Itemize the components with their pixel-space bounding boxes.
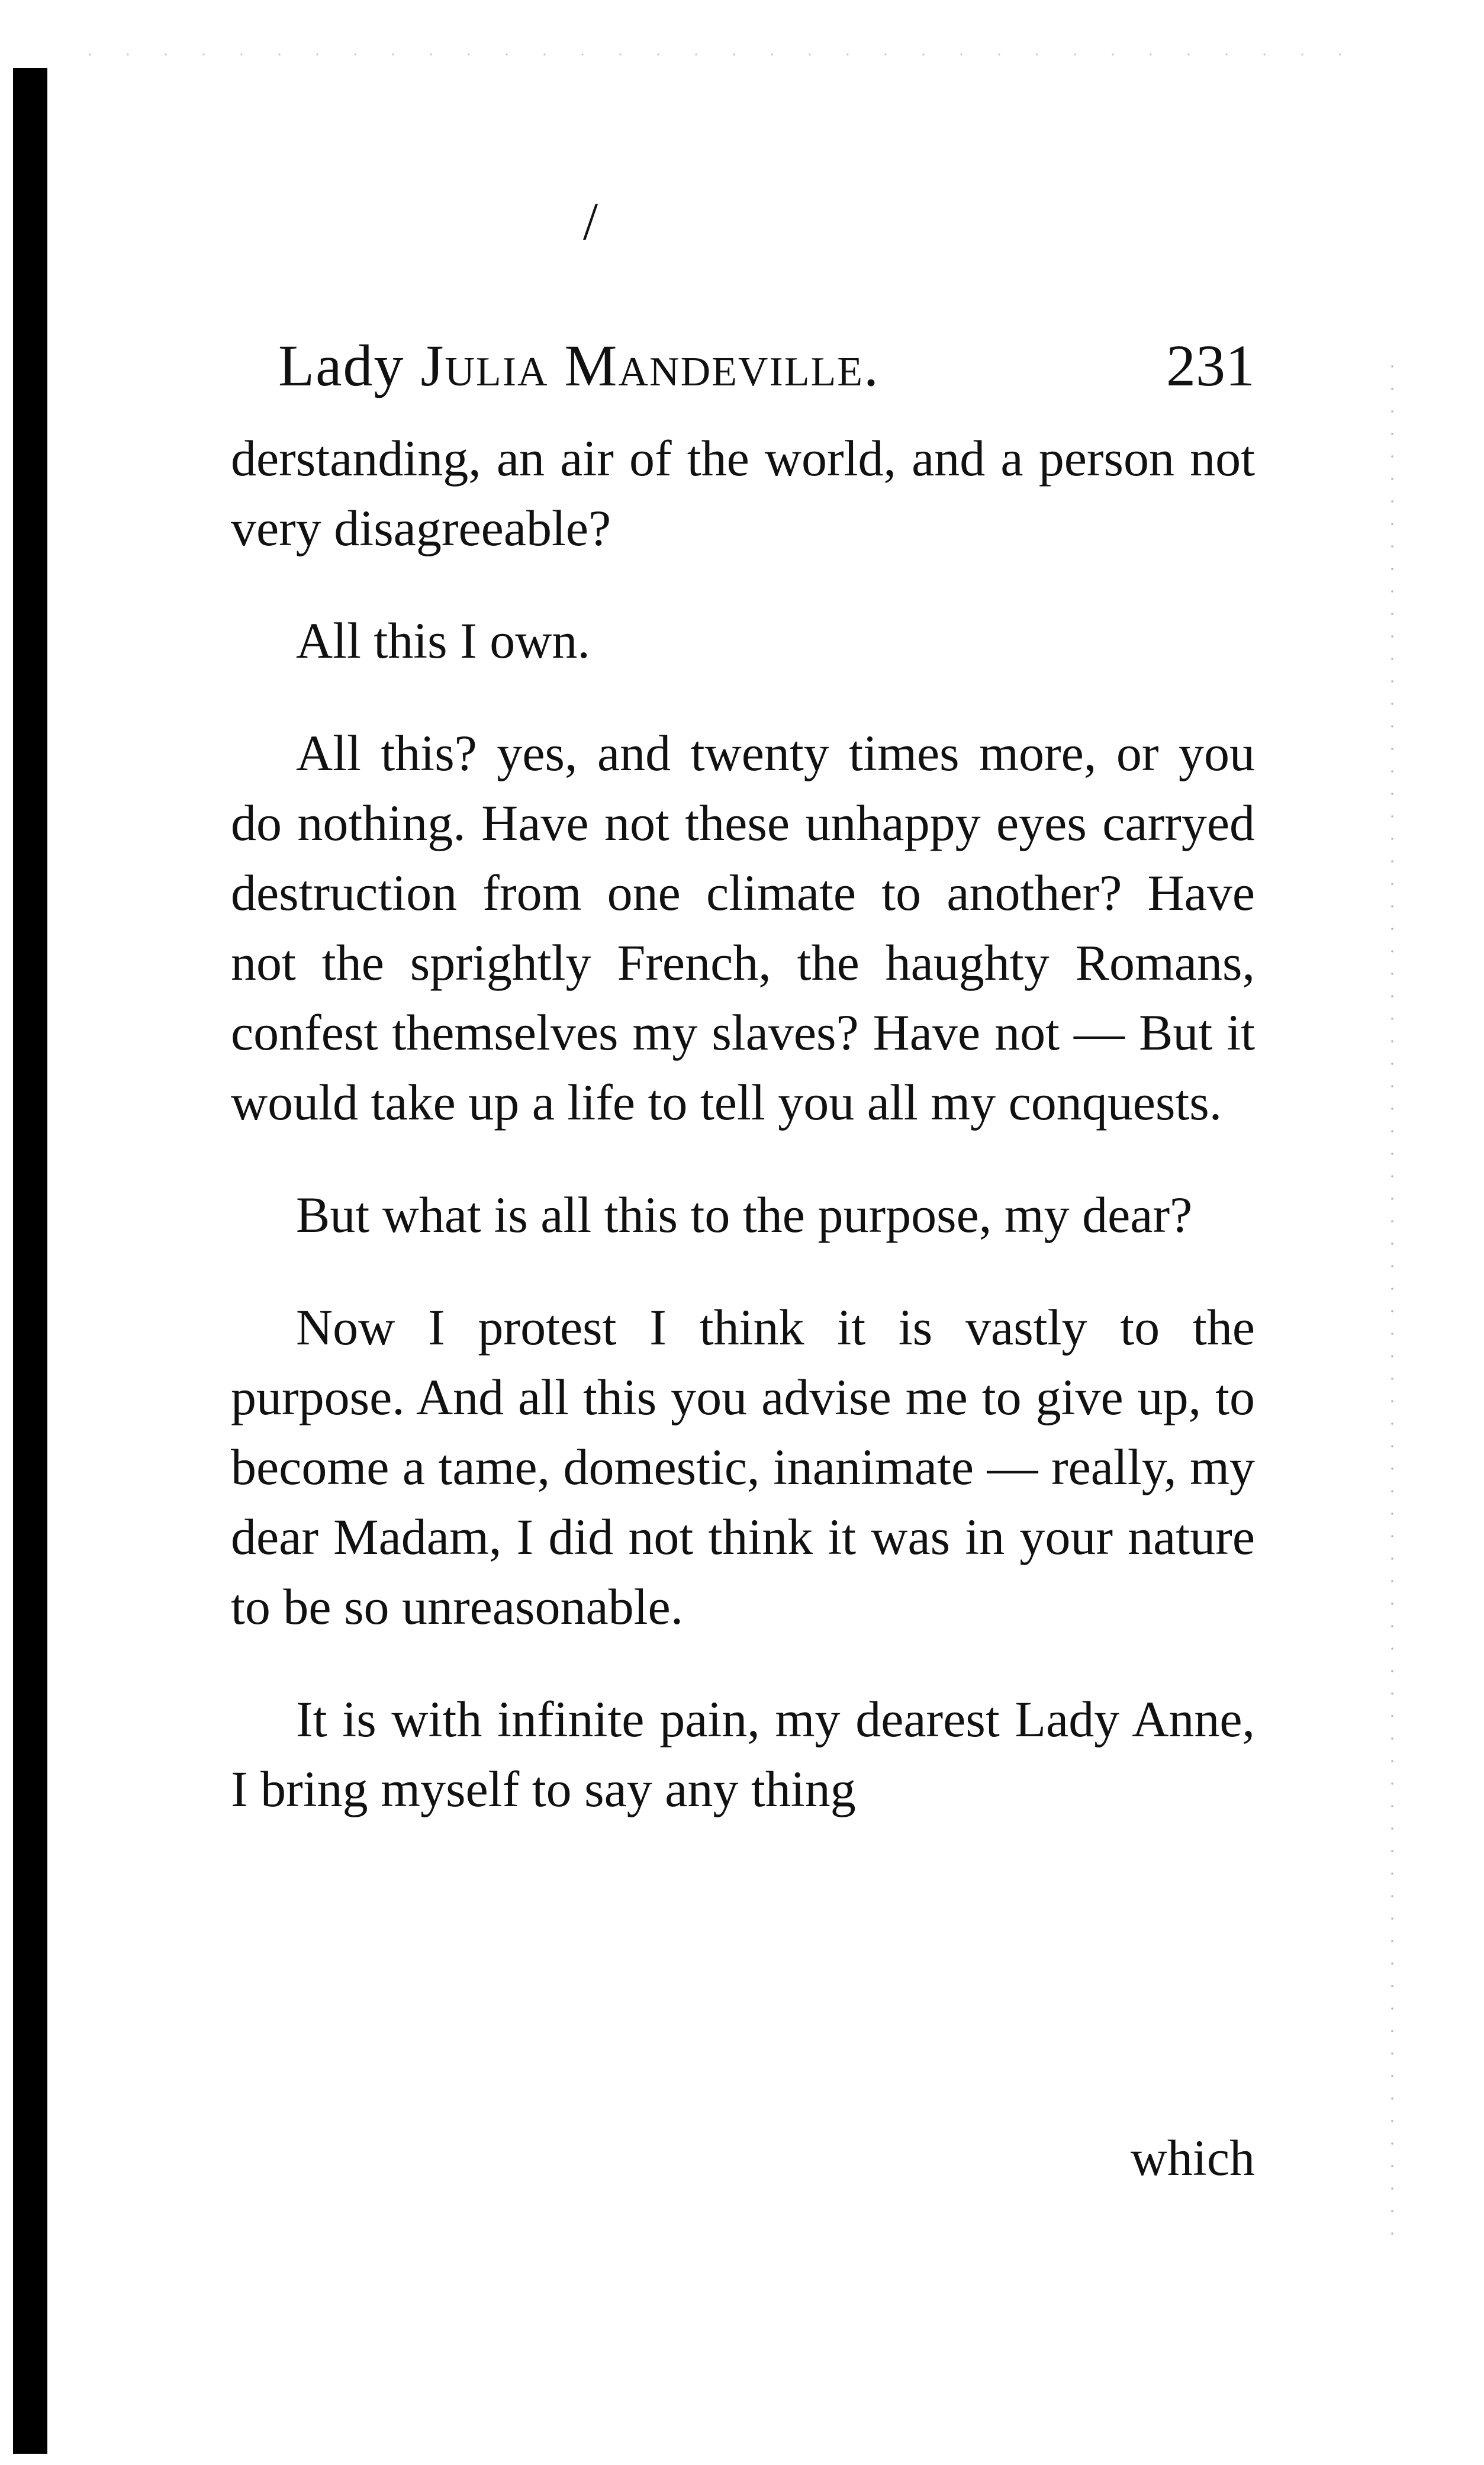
running-title-name: Julia Mandeville. — [420, 333, 880, 398]
paragraph: But what is all this to the purpose, my dear? — [296, 1186, 1193, 1243]
paragraph: All this? yes, and twenty times more, or you do nothing. Have not these unhappy eyes carryed destruction from one climate to another? Have not the sprightly French, the haughty Romans, confest themselves my slaves? Have not — But it would take up a life to tell you all my conquests. — [231, 725, 1255, 1131]
paragraph: It is with infinite pain, my dearest Lady Anne, I bring myself to say any thing — [231, 1691, 1255, 1817]
stray-ink-mark: / — [583, 192, 598, 251]
body-text — [231, 423, 1255, 1867]
running-title — [278, 332, 880, 400]
paragraph: All this I own. — [296, 612, 590, 669]
catchword: which — [1130, 2129, 1255, 2186]
running-header — [278, 332, 1255, 414]
scan-specks-top — [71, 52, 1373, 57]
paragraph: Now I protest I think it is vastly to the purpose. And all this you advise me to give up, to become a tame, domestic, inanimate — really, my dear Madam, I did not think it was in your nature to be so unreasonable. — [231, 1299, 1255, 1635]
page-number: 231 — [1166, 333, 1255, 398]
scan-specks-margin — [1389, 355, 1395, 2250]
paragraph: derstanding, an air of the world, and a person not very disagreeable? — [231, 430, 1255, 556]
binding-shadow — [13, 68, 47, 2454]
running-title-prefix: Lady — [278, 333, 421, 398]
